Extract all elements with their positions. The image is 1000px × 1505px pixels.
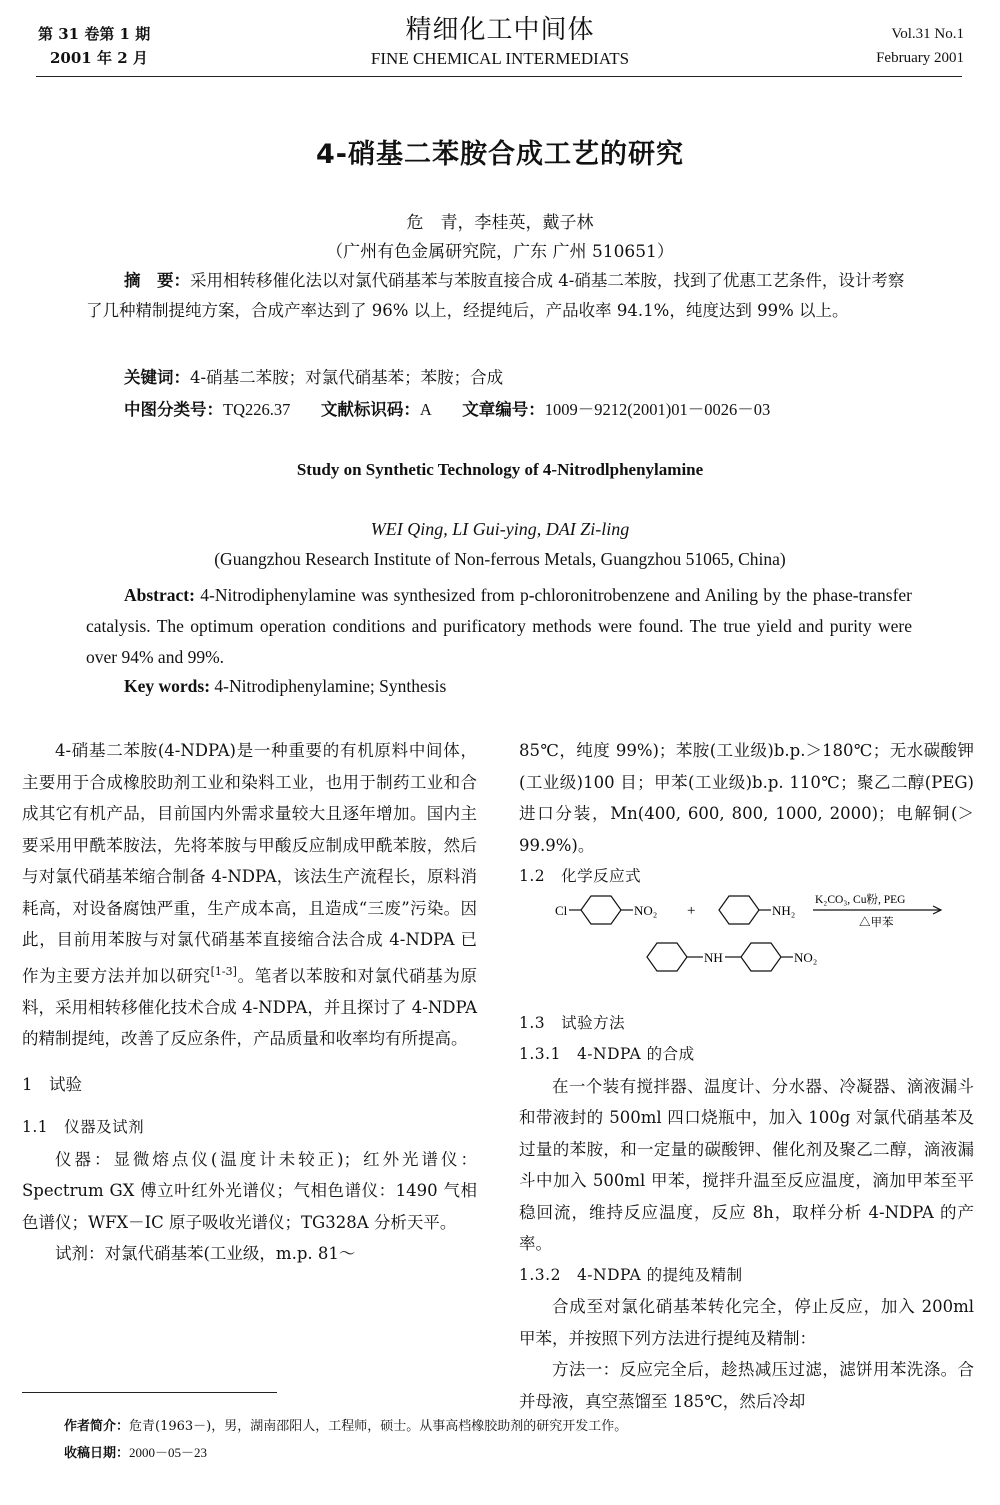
section-1-heading: 1 试验	[22, 1074, 82, 1094]
received-date	[64, 1440, 627, 1467]
synthesis-paragraph: 在一个装有搅拌器、温度计、分水器、冷凝器、滴液漏斗和带液封的 500ml 四口烧瓶中，加入 100g 对氯代硝基苯及过量的苯胺，和一定量的碳酸钾、催化剂及聚乙二醇，滴液漏斗中加入 500ml 甲苯，搅拌升温至反应温度，滴加甲苯至平稳回流，维持反应温度，反应 8h，取样分析 4-NDPA 的产率。	[519, 1076, 974, 1253]
footnote-rule	[22, 1392, 277, 1393]
article-no-value: 1009－9212(2001)01－0026－03	[544, 400, 771, 419]
volume-issue: 第 31 卷第 1 期	[38, 25, 151, 43]
affiliation-cn: （广州有色金属研究院，广东 广州 510651）	[326, 242, 674, 262]
reaction-solvent: △甲苯	[859, 917, 894, 929]
reagents-paragraph: 试剂：对氯代硝基苯(工业级，m.p. 81～	[55, 1244, 356, 1263]
reaction-equation	[519, 883, 971, 983]
paper-title-cn: 4-硝基二苯胺合成工艺的研究	[316, 139, 684, 170]
citation: [1-3]	[210, 964, 237, 978]
reaction-scheme-svg	[519, 883, 971, 983]
section-1-3-2-heading: 1.3.2 4-NDPA 的提纯及精制	[519, 1265, 743, 1284]
keywords-en-text: 4-Nitrodiphenylamine; Synthesis	[214, 676, 447, 696]
intro-text-2: 。笔者以苯胺和对氯代硝基为原料，采用相转移催化技术合成 4-NDPA，并且探讨了 4-NDPA 的精制提纯，改善了反应条件，产品质量和收率均有所提高。	[22, 966, 478, 1048]
paper-title-en: Study on Synthetic Technology of 4-Nitrodlphenylamine	[296, 460, 704, 479]
nitro-label: NO₂	[634, 903, 658, 918]
abstract-cn	[86, 266, 916, 326]
body-column-left	[22, 735, 477, 1270]
issue-date-en: February 2001	[876, 50, 964, 66]
journal-name-en: FINE CHEMICAL INTERMEDIATS	[370, 49, 630, 68]
benzene-ring-4	[741, 943, 781, 971]
benzene-ring-2	[719, 896, 759, 924]
journal-masthead	[0, 14, 1000, 70]
keywords-cn-text: 4-硝基二苯胺；对氯代硝基苯；苯胺；合成	[190, 368, 504, 387]
amine-label: NH₂	[772, 903, 796, 918]
abstract-cn-label: 摘 要：	[124, 271, 190, 290]
clc-label: 中图分类号：	[124, 400, 223, 419]
product-nitro-label: NO₂	[794, 950, 818, 965]
authors-cn: 危 青，李桂英，戴子林	[406, 213, 594, 233]
chlorine-label: Cl	[555, 903, 568, 918]
intro-text: 4-硝基二苯胺(4-NDPA)是一种重要的有机原料中间体，主要用于合成橡胶助剂工业和染料工业，也用于制药工业和合成其它有机产品，目前国内外需求量较大且逐年增加。国内主要采用甲酰苯胺法，先将苯胺与甲酸反应制成甲酰苯胺，然后与对氯代硝基苯缩合制备 4-NDPA，该法生产流程长，原料消耗高，对设备腐蚀严重，生产成本高，且造成“三废”污染。因此，目前用苯胺与对氯代硝基苯直接缩合法合成 4-NDPA 已作为主要方法并加以研究	[22, 741, 477, 985]
section-1-1-heading: 1.1 仪器及试剂	[22, 1118, 145, 1136]
received-date-label: 收稿日期：	[64, 1446, 130, 1461]
abstract-en-label: Abstract:	[124, 585, 195, 605]
reaction-conditions: K₂CO₃, Cu粉, PEG	[815, 894, 906, 906]
article-no-label: 文章编号：	[462, 400, 545, 419]
affiliation-en: (Guangzhou Research Institute of Non-ferrous Metals, Guangzhou 51065, China)	[214, 549, 786, 569]
body-column-right	[519, 735, 974, 1417]
abstract-en-text: 4-Nitrodiphenylamine was synthesized from p-chloronitrobenzene and Aniling by the phase-transfer catalysis. The optimum operation conditions and purificatory methods were found. The true yield and purity were over 94% and 99%.	[86, 585, 912, 667]
authors-en: WEI Qing, LI Gui-ying, DAI Zi-ling	[370, 519, 630, 539]
abstract-en	[86, 580, 912, 673]
author-bio-label: 作者简介：	[64, 1419, 130, 1434]
section-1-3-heading: 1.3 试验方法	[519, 1013, 626, 1032]
keywords-en-label: Key words:	[124, 676, 211, 696]
reagents-continued: 85℃，纯度 99%)；苯胺(工业级)b.p.＞180℃；无水碳酸钾(工业级)100 目；甲苯(工业级)b.p. 110℃；聚乙二醇(PEG)进口分装，Mn(400, 600, 800, 1000, 2000)；电解铜(＞99.9%)。	[519, 741, 974, 855]
issue-date: 2001 年 2 月	[50, 49, 148, 67]
doc-code-value: A	[419, 400, 432, 419]
volume-issue-en: Vol.31 No.1	[891, 26, 964, 42]
plus-sign: +	[687, 903, 696, 919]
keywords-cn	[124, 364, 503, 388]
benzene-ring-1	[581, 896, 621, 924]
keywords-en	[124, 676, 446, 697]
header-rule	[36, 76, 962, 77]
section-1-3-1-heading: 1.3.1 4-NDPA 的合成	[519, 1045, 695, 1063]
received-date-value: 2000－05－23	[129, 1445, 208, 1460]
keywords-cn-label: 关键词：	[124, 368, 190, 387]
instruments-paragraph: 仪器：显微熔点仪(温度计未较正)；红外光谱仪：Spectrum GX 傅立叶红外光谱仪；气相色谱仪：1490 气相色谱仪；WFX－IC 原子吸收光谱仪；TG328A 分析天平。	[22, 1149, 477, 1232]
section-1-2-heading: 1.2 化学反应式	[519, 867, 642, 885]
clc-value: TQ226.37	[223, 400, 291, 419]
benzene-ring-3	[647, 943, 687, 971]
intro-paragraph	[22, 735, 477, 1055]
nh-bridge-label: NH	[704, 950, 723, 965]
journal-name-cn: 精细化工中间体	[405, 15, 595, 45]
footnotes	[64, 1414, 627, 1467]
author-bio-text: 危青(1963－)，男，湖南邵阳人，工程师，硕士。从事高档橡胶助剂的研究开发工作。	[129, 1419, 628, 1434]
purification-paragraph-1: 合成至对氯化硝基苯转化完全，停止反应，加入 200ml 甲苯，并按照下列方法进行提纯及精制：	[519, 1297, 974, 1348]
purification-paragraph-2: 方法一：反应完全后，趁热减压过滤，滤饼用苯洗涤。合并母液，真空蒸馏至 185℃，然后冷却	[519, 1360, 974, 1411]
author-bio	[64, 1414, 627, 1440]
abstract-cn-text: 采用相转移催化法以对氯代硝基苯与苯胺直接合成 4-硝基二苯胺，找到了优惠工艺条件，设计考察了几种精制提纯方案，合成产率达到了 96% 以上，经提纯后，产品收率 94.1%，纯度达到 99% 以上。	[86, 271, 905, 320]
issue-info-en	[876, 22, 964, 70]
classification-line	[124, 396, 770, 420]
doc-code-label: 文献标识码：	[320, 400, 420, 419]
